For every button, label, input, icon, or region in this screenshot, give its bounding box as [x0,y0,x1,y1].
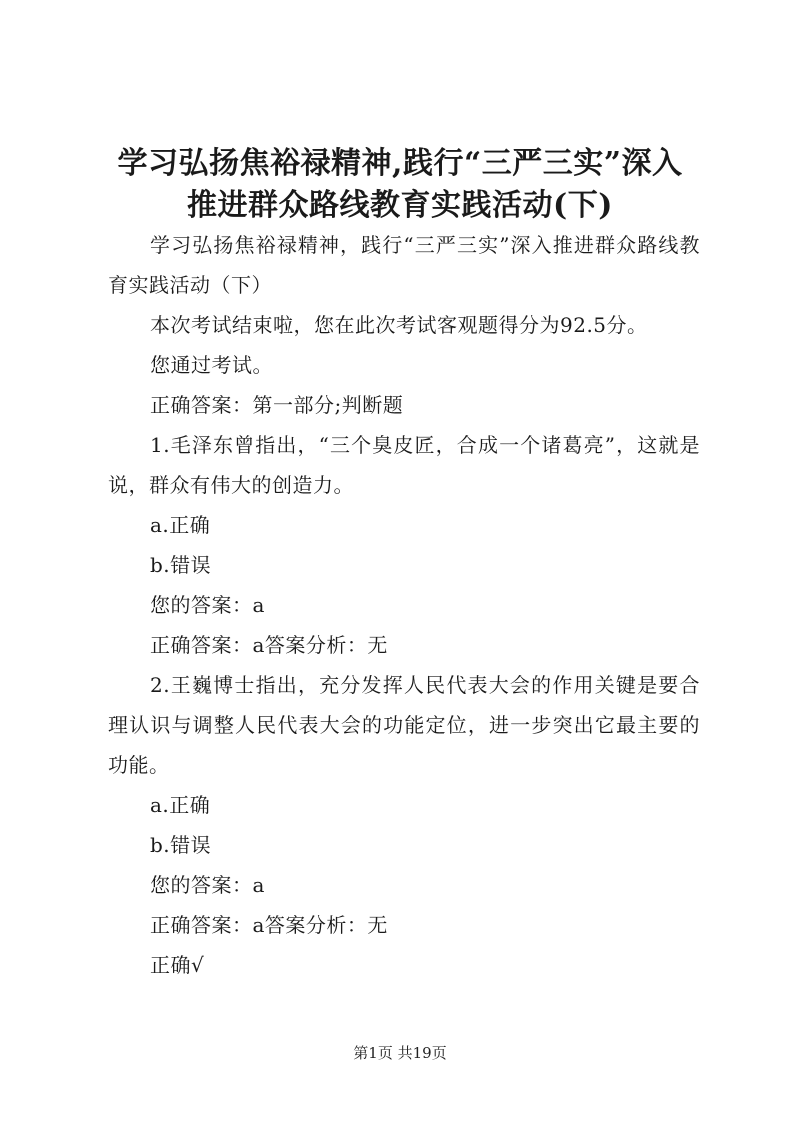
question-1-correct-answer: 正确答案：a答案分析：无 [150,633,388,657]
question-2: 2.王巍博士指出，充分发挥人民代表大会的作用关键是要合理认识与调整人民代表大会的功能定位，进一步突出它最主要的功能。 [108,673,700,777]
question-2-option-b: b.错误 [150,833,212,857]
question-2-option-a: a.正确 [150,793,211,817]
question-1-your-answer: 您的答案：a [150,593,265,617]
document-title-line-2: 推进群众路线教育实践活动(下) [187,188,613,223]
paragraph-pass: 您通过考试。 [150,353,273,377]
question-1: 1.毛泽东曾指出，“三个臭皮匠，合成一个诸葛亮”，这就是说，群众有伟大的创造力。 [108,433,700,497]
question-1-option-b: b.错误 [150,553,212,577]
question-2-correct-answer: 正确答案：a答案分析：无 [150,913,388,937]
document-title-line-1: 学习弘扬焦裕禄精神,践行“三严三实”深入 [117,146,683,181]
paragraph-section-heading: 正确答案：第一部分;判断题 [150,393,404,417]
question-2-your-answer: 您的答案：a [150,873,265,897]
document-body [108,225,700,985]
question-2-result: 正确√ [150,953,205,977]
paragraph-score: 本次考试结束啦，您在此次考试客观题得分为92.5分。 [150,313,648,337]
question-1-option-a: a.正确 [150,513,211,537]
page-footer: 第1页 共19页 [353,1044,447,1062]
paragraph-subtitle: 学习弘扬焦裕禄精神，践行“三严三实”深入推进群众路线教育实践活动（下） [108,233,700,297]
